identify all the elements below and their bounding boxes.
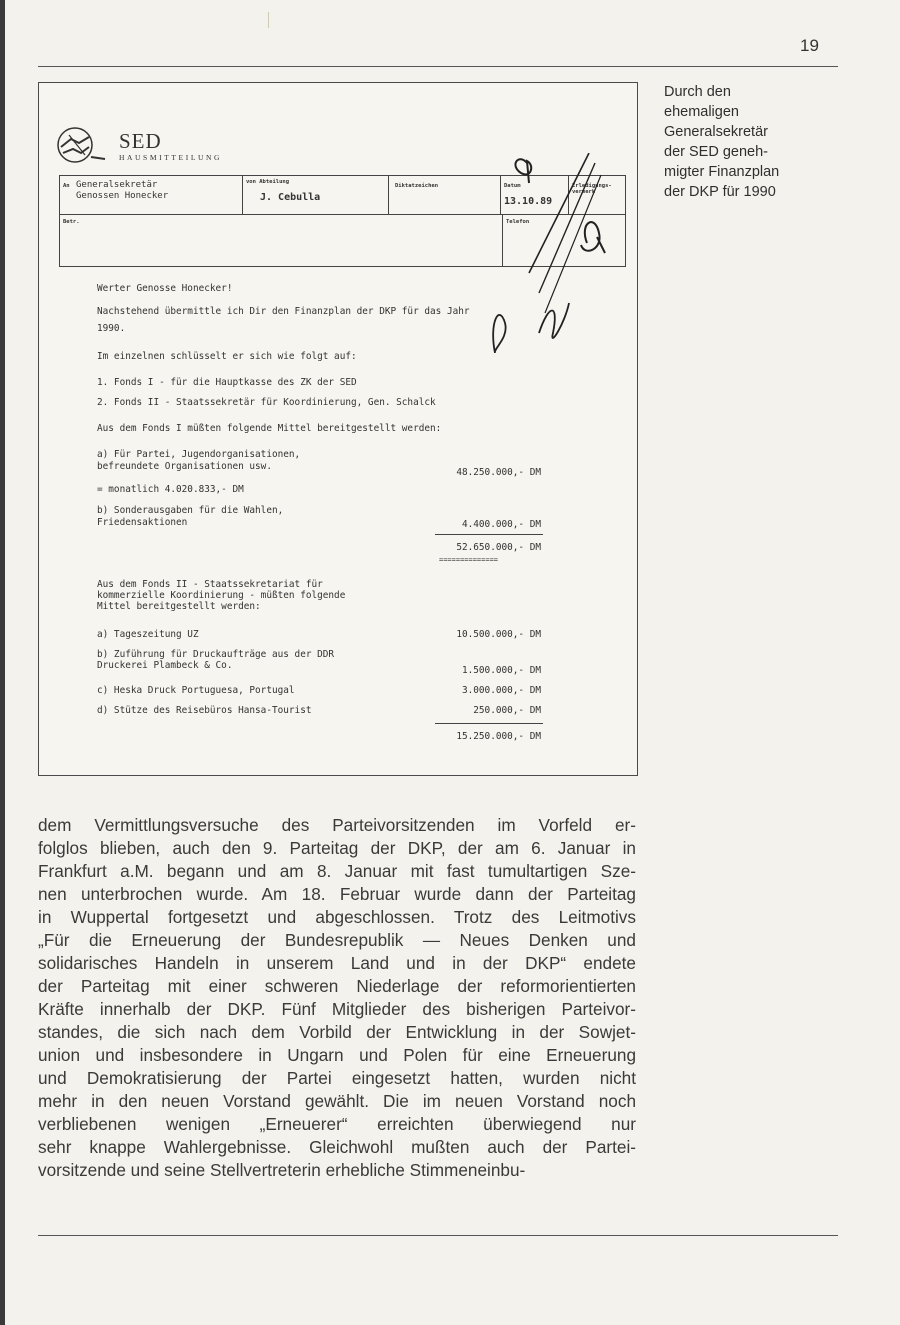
top-rule	[38, 66, 838, 67]
body-line: Frankfurt a.M. begann und am 8. Januar mit fast tumultartigen Sze-	[38, 861, 636, 881]
memo-item: c) Heska Druck Portuguesa, Portugal	[97, 685, 295, 696]
form-divider	[242, 176, 243, 214]
handwritten-annotation	[469, 153, 619, 353]
page-number: 19	[800, 36, 819, 55]
page-binding-edge	[0, 0, 5, 1325]
body-line: sehr knappe Wahlergebnisse. Gleichwohl mußten auch der Partei-	[38, 1137, 636, 1157]
memo-item: befreundete Organisationen usw.	[97, 461, 272, 472]
body-line: solidarisches Handeln in unserem Land und in der DKP“ endete	[38, 953, 636, 973]
body-line: folglos blieben, auch den 9. Parteitag der DKP, der am 6. Januar in	[38, 838, 636, 858]
caption-line: der DKP für 1990	[664, 184, 776, 200]
body-line: der Parteitag mit einer schweren Niederlage der reformorientierten	[38, 976, 636, 996]
amount-total: 15.250.000,- DM	[456, 731, 541, 742]
an-value: Genossen Honecker	[76, 191, 169, 201]
memo-item: d) Stütze des Reisebüros Hansa-Tourist	[97, 705, 312, 716]
body-line: „Für die Erneuerung der Bundesrepublik — Neues Denken und	[38, 930, 636, 950]
body-line: verbliebenen wenigen „Erneuerer“ erreichten überwiegend nur	[38, 1114, 636, 1134]
memo-facsimile	[38, 82, 638, 776]
amount-total: 52.650.000,- DM	[456, 542, 541, 553]
memo-fund-line: 2. Fonds II - Staatssekretär für Koordinierung, Gen. Schalck	[97, 397, 436, 408]
memo-fund-intro: Aus dem Fonds I müßten folgende Mittel bereitgestellt werden:	[97, 423, 442, 434]
caption-line: Generalsekretär	[664, 124, 768, 140]
amount-value: 1.500.000,- DM	[461, 665, 541, 676]
body-line: und Demokratisierung der Partei eingesetzt hatten, wurden nicht	[38, 1068, 636, 1088]
sum-underline	[435, 534, 543, 535]
memo-fund-intro: Mittel bereitgestellt werden:	[97, 601, 261, 612]
memo-item: Druckerei Plambeck & Co.	[97, 660, 233, 671]
memo-intro-line: 1990.	[97, 323, 126, 334]
memo-org-subtitle: HAUSMITTEILUNG	[119, 153, 223, 162]
caption-line: migter Finanzplan	[664, 164, 780, 180]
telefon-label: Telefon	[506, 219, 530, 225]
body-paragraph	[38, 814, 636, 1182]
amount-value: 10.500.000,- DM	[456, 629, 541, 640]
memo-fund-intro: Aus dem Fonds II - Staatssekretariat für	[97, 579, 323, 590]
memo-breakdown-line: Im einzelnen schlüsselt er sich wie folgt auf:	[97, 351, 357, 362]
body-line: nen unterbrochen wurde. Am 18. Februar wurde dann der Parteitag	[38, 884, 636, 904]
body-line: standes, die sich nach dem Vorbild der Entwicklung in der Sowjet-	[38, 1022, 636, 1042]
betr-label: Betr.	[63, 219, 80, 225]
figure-caption	[664, 82, 854, 202]
bottom-rule	[38, 1235, 838, 1236]
amount-value: 48.250.000,- DM	[456, 467, 541, 478]
body-line: dem Vermittlungsversuche des Parteivorsitzenden im Vorfeld er-	[38, 815, 636, 835]
amount-value: 3.000.000,- DM	[461, 685, 541, 696]
diktat-label: Diktatzeichen	[395, 183, 439, 189]
datum-value: 13.10.89	[504, 196, 553, 207]
datum-label: Datum	[504, 183, 521, 189]
an-label: An	[63, 183, 70, 189]
memo-item: Friedensaktionen	[97, 517, 188, 528]
sum-underline	[435, 723, 543, 724]
memo-intro-line: Nachstehend übermittle ich Dir den Finanzplan der DKP für das Jahr	[97, 306, 470, 317]
memo-item: a) Tageszeitung UZ	[97, 629, 199, 640]
double-underline: ==============	[439, 556, 499, 564]
memo-item: a) Für Partei, Jugendorganisationen,	[97, 449, 301, 460]
sed-logo-icon	[55, 125, 109, 165]
caption-line: der SED geneh-	[664, 144, 768, 160]
an-value: Generalsekretär	[76, 180, 158, 190]
memo-item: b) Sonderausgaben für die Wahlen,	[97, 505, 284, 516]
body-line: in Wuppertal fortgesetzt und abgeschlossen. Trotz des Leitmotivs	[38, 907, 636, 927]
memo-org-title: SED	[119, 129, 162, 153]
memo-item: = monatlich 4.020.833,- DM	[97, 484, 244, 495]
amount-value: 4.400.000,- DM	[461, 519, 541, 530]
memo-fund-line: 1. Fonds I - für die Hauptkasse des ZK der SED	[97, 377, 357, 388]
body-line: Kräfte innerhalb der DKP. Fünf Mitglieder des bisherigen Parteivor-	[38, 999, 636, 1019]
amount-value: 250.000,- DM	[473, 705, 541, 716]
erledigung-label: Erledigungs-vermerk	[572, 183, 612, 195]
print-mark	[268, 12, 269, 28]
memo-salutation: Werter Genosse Honecker!	[97, 283, 233, 294]
body-line: union und insbesondere in Ungarn und Polen für eine Erneuerung	[38, 1045, 636, 1065]
von-value: J. Cebulla	[260, 192, 321, 203]
caption-line: ehemaligen	[664, 104, 739, 120]
body-line: vorsitzende und seine Stellvertreterin erhebliche Stimmeneinbu-	[38, 1160, 526, 1180]
caption-line: Durch den	[664, 84, 731, 100]
memo-item: b) Zuführung für Druckaufträge aus der DDR	[97, 649, 335, 660]
form-divider	[388, 176, 389, 214]
memo-fund-intro: kommerzielle Koordinierung - müßten folgende	[97, 590, 346, 601]
von-label: von Abteilung	[246, 179, 290, 185]
body-line: mehr in den neuen Vorstand gewählt. Die im neuen Vorstand noch	[38, 1091, 636, 1111]
